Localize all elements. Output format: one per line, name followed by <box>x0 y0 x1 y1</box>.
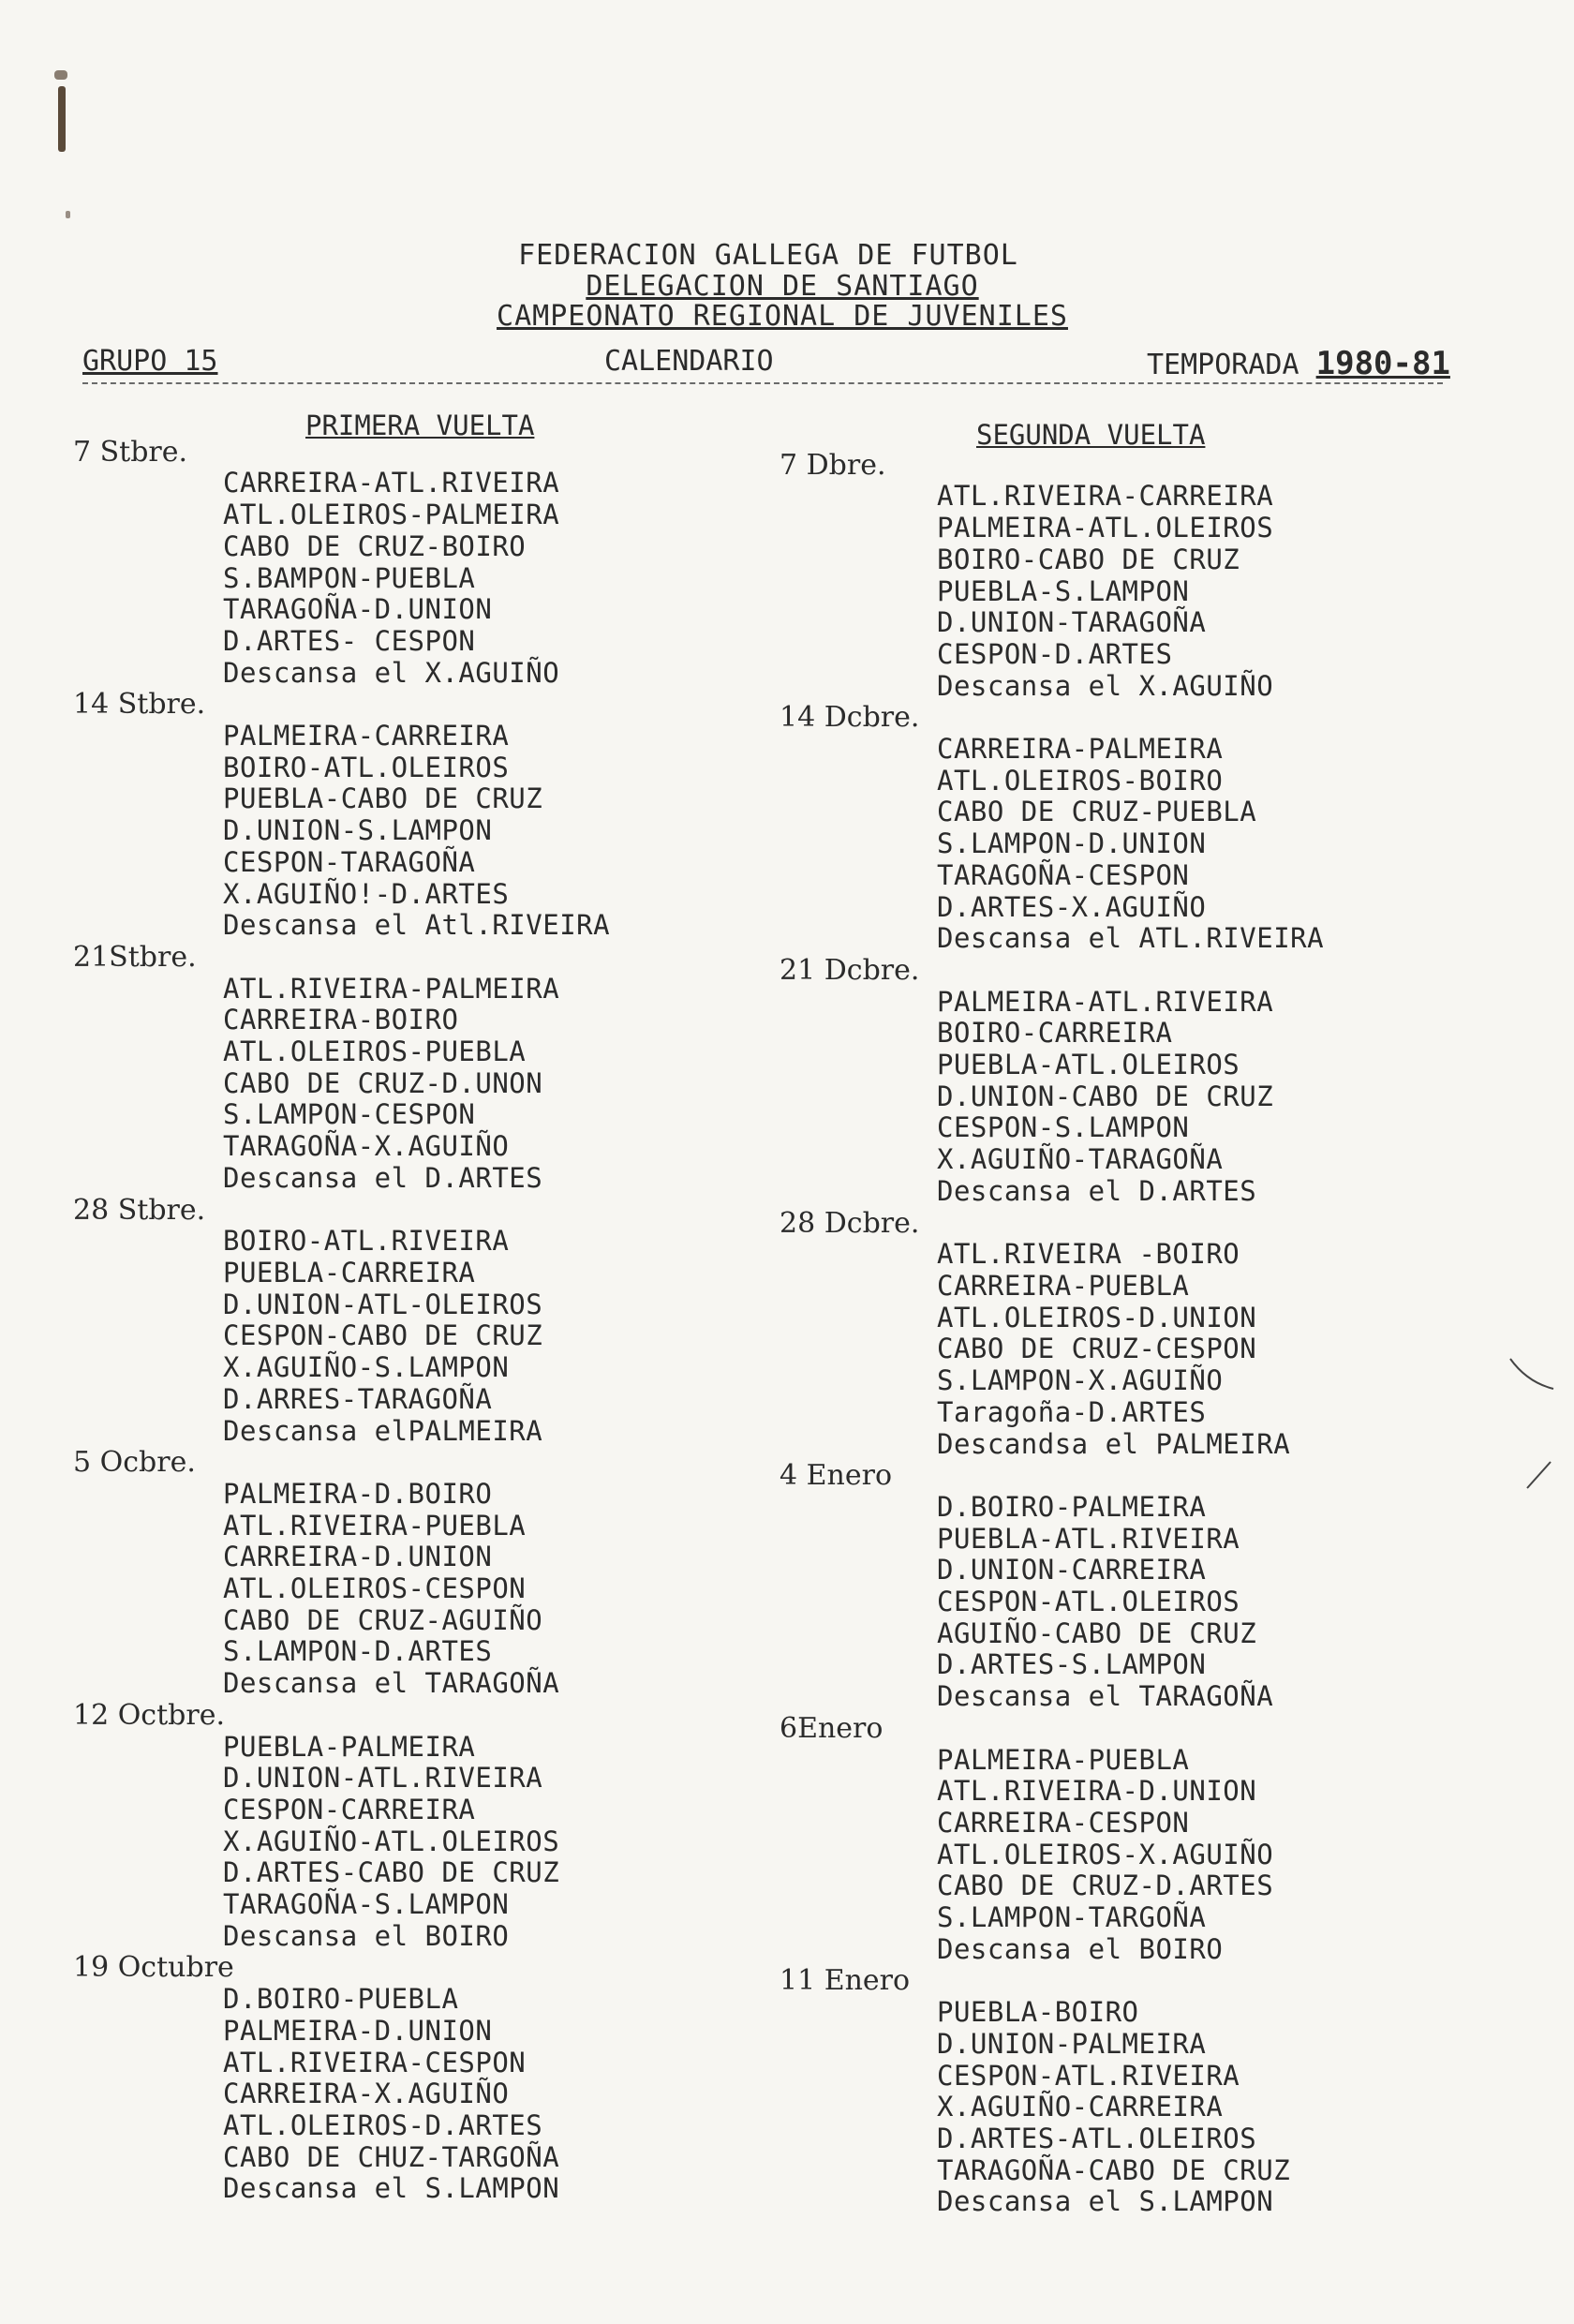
match: CESPON-CABO DE CRUZ <box>223 1319 543 1352</box>
match: PUEBLA-CARREIRA <box>223 1256 476 1289</box>
round-block <box>73 689 610 942</box>
match: X.AGUIÑO-ATL.OLEIROS <box>223 1825 560 1857</box>
match: ATL.OLEIROS-D.UNION <box>937 1301 1257 1333</box>
match: CESPON-S.LAMPON <box>937 1111 1190 1144</box>
match: CESPON-ATL.RIVEIRA <box>937 2059 1240 2092</box>
rest-team: Descansa el Atl.RIVEIRA <box>223 909 611 942</box>
rest-team: Descansa el TARAGOÑA <box>223 1667 560 1700</box>
rest-team: Descansa el X.AGUIÑO <box>937 669 1274 702</box>
round-date: 28 Dcbre. <box>780 1206 920 1240</box>
ink-stain-mark <box>54 70 67 80</box>
match: CABO DE CRUZ-D.UNON <box>223 1066 543 1099</box>
match: TARAGOÑA-X.AGUIÑO <box>223 1130 510 1163</box>
match: CARREIRA-CESPON <box>937 1806 1190 1839</box>
match: BOIRO-CARREIRA <box>937 1017 1173 1050</box>
match: ATL.RIVEIRA-CARREIRA <box>937 480 1274 513</box>
match: S.LAMPON-TARGOÑA <box>937 1901 1207 1934</box>
match: D.UNION-S.LAMPON <box>223 814 493 847</box>
match: PUEBLA-CABO DE CRUZ <box>223 782 543 815</box>
round-date: 11 Enero <box>780 1964 911 1998</box>
match: ATL.RIVEIRA-CESPON <box>223 2046 527 2078</box>
round-block <box>780 1965 1324 2218</box>
match: D.UNION-CARREIRA <box>937 1554 1207 1587</box>
championship-title: CAMPEONATO REGIONAL DE JUVENILES <box>497 300 1068 333</box>
round-date: 7 Dbre. <box>780 448 886 482</box>
round-block <box>780 1713 1324 1966</box>
delegation-title: DELEGACION DE SANTIAGO <box>586 270 979 303</box>
primera-vuelta-column <box>73 410 610 2205</box>
match: S.LAMPON-CESPON <box>223 1098 476 1131</box>
match: TARAGOÑA-D.UNION <box>223 593 493 626</box>
match: BOIRO-CABO DE CRUZ <box>937 543 1240 575</box>
round-date: 28 Stbre. <box>73 1193 206 1227</box>
match: CESPON-D.ARTES <box>937 637 1173 670</box>
header-divider <box>82 382 1443 384</box>
rest-team: Descansa el S.LAMPON <box>223 2172 560 2205</box>
match: ATL.RIVEIRA-D.UNION <box>937 1775 1257 1808</box>
round-block <box>780 955 1324 1208</box>
match: S.LAMPON-D.UNION <box>937 827 1207 860</box>
match: TARAGOÑA-CABO DE CRUZ <box>937 2153 1291 2186</box>
match: ATL.OLEIROS-PUEBLA <box>223 1035 527 1068</box>
pen-stroke-mark <box>1499 1349 1565 1499</box>
match: S.LAMPON-D.ARTES <box>223 1635 493 1668</box>
match: S.BAMPON-PUEBLA <box>223 561 476 594</box>
match: CARREIRA-PALMEIRA <box>937 733 1224 766</box>
ink-stain-mark <box>66 211 70 218</box>
match: ATL.RIVEIRA -BOIRO <box>937 1238 1240 1271</box>
match: CABO DE CRUZ-D.ARTES <box>937 1870 1274 1902</box>
round-date: 5 Ocbre. <box>73 1446 196 1480</box>
match: CABO DE CHUZ-TARGOÑA <box>223 2140 560 2173</box>
match: D.BOIRO-PALMEIRA <box>937 1490 1207 1523</box>
match: CARREIRA-BOIRO <box>223 1004 459 1036</box>
match: PALMEIRA-D.UNION <box>223 2014 493 2047</box>
season-year: 1980-81 <box>1315 345 1450 382</box>
match: PALMEIRA-D.BOIRO <box>223 1477 493 1510</box>
match: ATL.OLEIROS-X.AGUIÑO <box>937 1838 1274 1870</box>
round-date: 7 Stbre. <box>73 435 188 469</box>
segunda-vuelta-title: SEGUNDA VUELTA <box>976 419 1206 451</box>
season-label <box>1147 345 1450 382</box>
match: CARREIRA-X.AGUIÑO <box>223 2078 510 2110</box>
round-block <box>73 1952 610 2205</box>
match: PUEBLA-S.LAMPON <box>937 574 1190 607</box>
match: PUEBLA-ATL.RIVEIRA <box>937 1522 1240 1555</box>
match: CABO DE CRUZ-CESPON <box>937 1333 1257 1365</box>
match: CABO DE CRUZ-BOIRO <box>223 529 527 562</box>
match: D.BOIRO-PUEBLA <box>223 1983 459 2016</box>
match: PUEBLA-ATL.OLEIROS <box>937 1049 1240 1081</box>
federation-title: FEDERACION GALLEGA DE FUTBOL <box>518 239 1018 272</box>
round-block <box>780 702 1324 955</box>
match: X.AGUIÑO-CARREIRA <box>937 2091 1224 2123</box>
match: TARAGOÑA-S.LAMPON <box>223 1888 510 1921</box>
match: S.LAMPON-X.AGUIÑO <box>937 1364 1224 1397</box>
match: D.UNION-ATL.RIVEIRA <box>223 1762 543 1795</box>
match: D.UNION-ATL-OLEIROS <box>223 1288 543 1320</box>
season-word: TEMPORADA <box>1147 349 1299 381</box>
match: X.AGUIÑO-S.LAMPON <box>223 1351 510 1384</box>
match: CESPON-ATL.OLEIROS <box>937 1586 1240 1618</box>
match: ATL.OLEIROS-CESPON <box>223 1572 527 1605</box>
match: D.ARTES-CABO DE CRUZ <box>223 1856 560 1889</box>
match: D.UNION-PALMEIRA <box>937 2027 1207 2060</box>
round-block <box>780 1208 1324 1461</box>
rest-team: Descansa el BOIRO <box>223 1919 510 1952</box>
match: PALMEIRA-ATL.RIVEIRA <box>937 985 1274 1018</box>
rest-team: Descansa elPALMEIRA <box>223 1414 543 1447</box>
match: D.ARTES- CESPON <box>223 624 476 657</box>
rest-team: Descansa el BOIRO <box>937 1932 1224 1965</box>
match: CABO DE CRUZ-PUEBLA <box>937 796 1257 828</box>
match: CARREIRA-PUEBLA <box>937 1269 1190 1302</box>
match: X.AGUIÑO-TARAGOÑA <box>937 1143 1224 1176</box>
rest-team: Descansa el TARAGOÑA <box>937 1680 1274 1713</box>
match: CARREIRA-ATL.RIVEIRA <box>223 467 560 499</box>
match: CARREIRA-D.UNION <box>223 1541 493 1573</box>
match: D.UNION-TARAGOÑA <box>937 606 1207 639</box>
round-block <box>73 942 610 1195</box>
match: AGUIÑO-CABO DE CRUZ <box>937 1616 1257 1649</box>
match: ATL.RIVEIRA-PUEBLA <box>223 1509 527 1542</box>
group-label: GRUPO 15 <box>82 345 218 378</box>
match: ATL.OLEIROS-BOIRO <box>937 764 1224 797</box>
match: TARAGOÑA-CESPON <box>937 858 1190 891</box>
match: ATL.OLEIROS-PALMEIRA <box>223 499 560 531</box>
match: Taragoña-D.ARTES <box>937 1395 1207 1428</box>
match: PUEBLA-BOIRO <box>937 1996 1139 2029</box>
match: D.ARTES-ATL.OLEIROS <box>937 2122 1257 2154</box>
round-date: 12 Octbre. <box>73 1698 225 1732</box>
round-date: 14 Dcbre. <box>780 701 920 735</box>
round-block <box>73 1195 610 1448</box>
rest-team: Descandsa el PALMEIRA <box>937 1427 1291 1460</box>
match: PALMEIRA-ATL.OLEIROS <box>937 512 1274 544</box>
ink-stain-mark <box>58 86 66 152</box>
round-block <box>780 1460 1324 1713</box>
primera-vuelta-title: PRIMERA VUELTA <box>305 410 535 441</box>
match: X.AGUIÑO!-D.ARTES <box>223 877 510 910</box>
round-date: 14 Stbre. <box>73 688 206 722</box>
match: PALMEIRA-CARREIRA <box>223 720 510 752</box>
round-block <box>73 1447 610 1700</box>
match: ATL.OLEIROS-D.ARTES <box>223 2108 543 2141</box>
match: D.ARTES-X.AGUIÑO <box>937 890 1207 923</box>
round-date: 6Enero <box>780 1711 884 1745</box>
rest-team: Descansa el S.LAMPON <box>937 2185 1274 2218</box>
match: BOIRO-ATL.RIVEIRA <box>223 1225 510 1258</box>
rest-team: Descansa el X.AGUIÑO <box>223 656 560 689</box>
match: CESPON-CARREIRA <box>223 1793 476 1825</box>
rest-team: Descansa el D.ARTES <box>223 1161 543 1194</box>
rest-team: Descansa el D.ARTES <box>937 1174 1257 1207</box>
match: CESPON-TARAGOÑA <box>223 845 476 878</box>
calendar-label: CALENDARIO <box>604 345 774 378</box>
round-date: 21Stbre. <box>73 940 197 974</box>
round-date: 19 Octubre <box>73 1951 234 1985</box>
round-date: 4 Enero <box>780 1459 892 1493</box>
match: CABO DE CRUZ-AGUIÑO <box>223 1603 543 1636</box>
segunda-vuelta-column <box>780 420 1324 2218</box>
match: ATL.RIVEIRA-PALMEIRA <box>223 972 560 1005</box>
rest-team: Descansa el ATL.RIVEIRA <box>937 922 1325 955</box>
match: D.ARRES-TARAGOÑA <box>223 1382 493 1415</box>
match: D.ARTES-S.LAMPON <box>937 1648 1207 1681</box>
match: PALMEIRA-PUEBLA <box>937 1743 1190 1776</box>
round-date: 21 Dcbre. <box>780 953 920 987</box>
match: BOIRO-ATL.OLEIROS <box>223 751 510 783</box>
match: D.UNION-CABO DE CRUZ <box>937 1080 1274 1112</box>
round-block <box>780 450 1324 703</box>
round-block <box>73 1700 610 1953</box>
match: PUEBLA-PALMEIRA <box>223 1730 476 1763</box>
round-block <box>73 437 610 690</box>
